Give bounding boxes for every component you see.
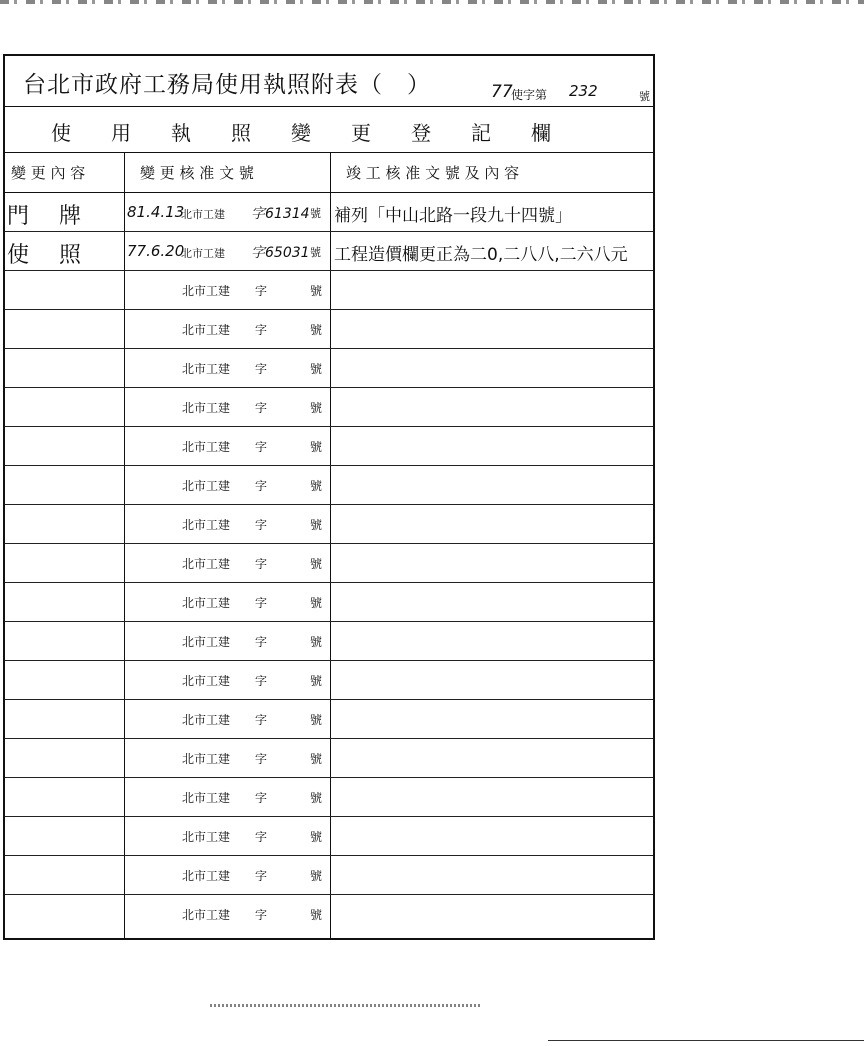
cell-change-content [5, 505, 124, 543]
completion-content: 補列「中山北路一段九十四號」 [334, 206, 572, 226]
cell-change-content [5, 739, 124, 777]
hao-label: 號 [310, 518, 323, 532]
agency-label: 北市工建 [182, 518, 231, 532]
approval-doc-number: 字61314 [251, 206, 310, 222]
agency-label: 北市工建 [182, 635, 231, 649]
cell-approval-doc [124, 388, 330, 426]
cell-approval-doc [124, 700, 330, 738]
zi-label: 字 [255, 284, 268, 298]
zi-label: 字 [255, 791, 268, 805]
cell-approval-doc [124, 544, 330, 582]
agency-label: 北市工建 [182, 791, 231, 805]
cell-change-content [5, 895, 124, 934]
zi-label: 字 [255, 713, 268, 727]
cell-change-content [5, 583, 124, 621]
agency-label: 北市工建 [182, 713, 231, 727]
cell-approval-doc [124, 232, 330, 270]
agency-label: 北市工建 [182, 401, 231, 415]
section-header-row [5, 107, 653, 153]
hao-label: 號 [310, 479, 323, 493]
hao-label: 號 [310, 401, 323, 415]
form-title-row [5, 56, 653, 107]
cell-change-content [5, 622, 124, 660]
table-row [5, 349, 653, 388]
hao-label: 號 [310, 284, 323, 298]
table-row [5, 661, 653, 700]
license-hao-label: 號 [639, 90, 650, 103]
cell-approval-doc [124, 193, 330, 231]
cell-completion-doc [330, 817, 655, 855]
table-row [5, 583, 653, 622]
column-header-change-content: 變 更 內 容 [5, 153, 124, 193]
agency-label: 北市工建 [182, 830, 231, 844]
change-item: 使照 [7, 243, 112, 268]
zi-label: 字 [255, 440, 268, 454]
table-row [5, 232, 653, 271]
cell-approval-doc [124, 310, 330, 348]
zi-label: 字 [255, 479, 268, 493]
zi-label: 字 [255, 908, 268, 922]
cell-change-content [5, 661, 124, 699]
agency-label: 北市工建 [182, 557, 231, 571]
cell-completion-doc [330, 271, 655, 309]
agency-label: 北市工建 [182, 284, 231, 298]
table-row [5, 739, 653, 778]
cell-completion-doc [330, 466, 655, 504]
agency-label: 北市工建 [182, 869, 231, 883]
cell-approval-doc [124, 622, 330, 660]
scan-noise-line [548, 1040, 864, 1041]
cell-change-content [5, 271, 124, 309]
cell-completion-doc [330, 232, 655, 270]
hao-label: 號 [310, 207, 321, 220]
cell-completion-doc [330, 778, 655, 816]
cell-completion-doc [330, 583, 655, 621]
section-header: 使用執照變更登記欄 [51, 121, 591, 145]
zi-label: 字 [255, 596, 268, 610]
zi-label: 字 [255, 323, 268, 337]
agency-label: 北市工建 [182, 674, 231, 688]
agency-label: 北市工建 [181, 247, 225, 260]
form-title: 台北市政府工務局使用執照附表（ ） [23, 72, 431, 98]
zi-label: 字 [255, 401, 268, 415]
hao-label: 號 [310, 869, 323, 883]
cell-change-content [5, 232, 124, 270]
cell-approval-doc [124, 271, 330, 309]
license-year: 77 [491, 82, 513, 102]
cell-change-content [5, 778, 124, 816]
hao-label: 號 [310, 752, 323, 766]
cell-approval-doc [124, 817, 330, 855]
cell-completion-doc [330, 661, 655, 699]
cell-approval-doc [124, 505, 330, 543]
cell-approval-doc [124, 427, 330, 465]
cell-change-content [5, 388, 124, 426]
cell-approval-doc [124, 466, 330, 504]
hao-label: 號 [310, 323, 323, 337]
cell-completion-doc [330, 193, 655, 231]
cell-change-content [5, 817, 124, 855]
table-row [5, 427, 653, 466]
agency-label: 北市工建 [182, 323, 231, 337]
cell-approval-doc [124, 583, 330, 621]
table-row [5, 544, 653, 583]
table-row [5, 310, 653, 349]
cell-completion-doc [330, 310, 655, 348]
table-row [5, 817, 653, 856]
cell-approval-doc [124, 856, 330, 894]
hao-label: 號 [310, 713, 323, 727]
table-row [5, 778, 653, 817]
hao-label: 號 [310, 674, 323, 688]
hao-label: 號 [310, 908, 323, 922]
cell-completion-doc [330, 700, 655, 738]
table-row [5, 895, 653, 934]
agency-label: 北市工建 [182, 752, 231, 766]
hao-label: 號 [310, 440, 323, 454]
cell-completion-doc [330, 739, 655, 777]
approval-doc-number: 字65031 [251, 245, 310, 261]
zi-label: 字 [255, 869, 268, 883]
cell-completion-doc [330, 427, 655, 465]
cell-completion-doc [330, 349, 655, 387]
table-row [5, 193, 653, 232]
zi-label: 字 [255, 830, 268, 844]
cell-completion-doc [330, 856, 655, 894]
hao-label: 號 [310, 362, 323, 376]
agency-label: 北市工建 [182, 596, 231, 610]
cell-completion-doc [330, 505, 655, 543]
zi-label: 字 [255, 674, 268, 688]
zi-label: 字 [255, 557, 268, 571]
zi-label: 字 [255, 518, 268, 532]
cell-completion-doc [330, 895, 655, 934]
cell-change-content [5, 544, 124, 582]
scan-noise-bottom [210, 1004, 480, 1007]
table-row [5, 622, 653, 661]
column-header-completion-doc: 竣 工 核 准 文 號 及 內 容 [330, 153, 655, 193]
cell-change-content [5, 700, 124, 738]
license-appendix-form [3, 54, 655, 940]
cell-approval-doc [124, 661, 330, 699]
cell-completion-doc [330, 388, 655, 426]
hao-label: 號 [310, 596, 323, 610]
agency-label: 北市工建 [182, 479, 231, 493]
license-number: 232 [569, 82, 598, 100]
table-row [5, 505, 653, 544]
table-row [5, 271, 653, 310]
cell-change-content [5, 427, 124, 465]
cell-change-content [5, 193, 124, 231]
hao-label: 號 [310, 246, 321, 259]
scan-noise-top [0, 0, 864, 4]
cell-approval-doc [124, 778, 330, 816]
cell-change-content [5, 466, 124, 504]
agency-label: 北市工建 [182, 362, 231, 376]
cell-approval-doc [124, 895, 330, 934]
zi-label: 字 [255, 752, 268, 766]
completion-content: 工程造價欄更正為二0,二八八,二六八元 [334, 245, 628, 265]
cell-change-content [5, 856, 124, 894]
cell-approval-doc [124, 349, 330, 387]
approval-date: 81.4.13 [127, 203, 185, 221]
table-row [5, 388, 653, 427]
change-item: 門牌 [7, 204, 112, 229]
cell-completion-doc [330, 544, 655, 582]
cell-change-content [5, 349, 124, 387]
zi-label: 字 [255, 362, 268, 376]
column-header-approval-doc: 變 更 核 准 文 號 [124, 153, 330, 193]
license-zi-label: 使字第 [511, 88, 548, 102]
zi-label: 字 [255, 635, 268, 649]
hao-label: 號 [310, 791, 323, 805]
table-row [5, 466, 653, 505]
hao-label: 號 [310, 557, 323, 571]
agency-label: 北市工建 [181, 208, 225, 221]
hao-label: 號 [310, 830, 323, 844]
hao-label: 號 [310, 635, 323, 649]
cell-completion-doc [330, 622, 655, 660]
cell-approval-doc [124, 739, 330, 777]
cell-change-content [5, 310, 124, 348]
table-row [5, 856, 653, 895]
agency-label: 北市工建 [182, 440, 231, 454]
agency-label: 北市工建 [182, 908, 231, 922]
table-row [5, 700, 653, 739]
approval-date: 77.6.20 [127, 242, 185, 260]
